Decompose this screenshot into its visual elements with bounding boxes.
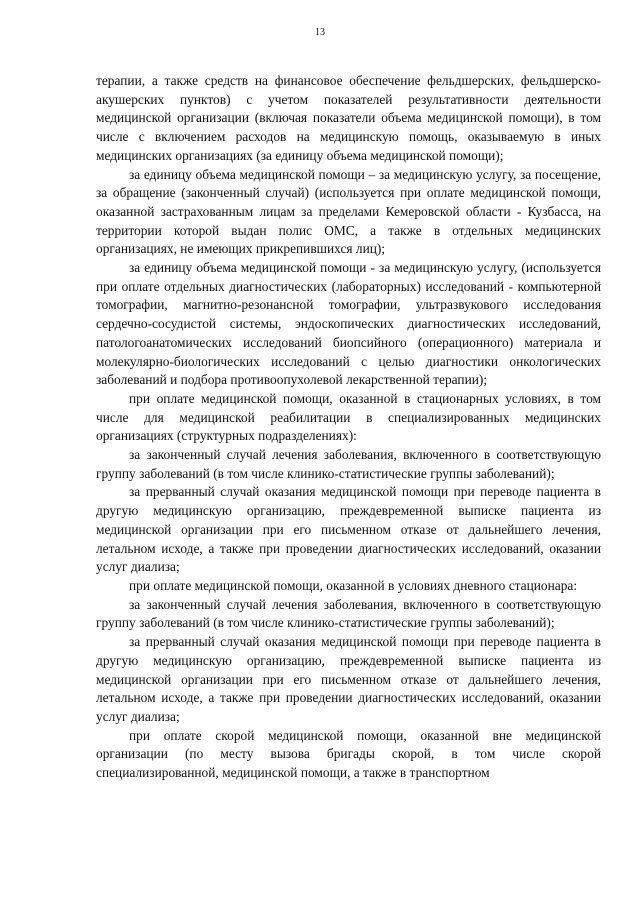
paragraph-day-hospital-completed-case: за законченный случай лечения заболевания, включенного в соответствующую группу заболеваний (в том числе клинико-статистические группы заболеваний); <box>96 596 601 631</box>
paragraph-inpatient-completed-case: за законченный случай лечения заболевания, включенного в соответствующую группу заболеваний (в том числе клинико-статистические группы заболеваний); <box>96 447 601 481</box>
paragraph-day-hospital-payment: при оплате медицинской помощи, оказанной в условиях дневного стационара: <box>129 577 578 593</box>
paragraph-emergency-care-payment: при оплате скорой медицинской помощи, оказанной вне медицинской организации (по месту вызова бригады скорой, в том числе скорой специализированной, медицинской помощи, а также в транспортном <box>96 727 601 781</box>
paragraph-unit-of-care-service: за единицу объема медицинской помощи – за медицинскую услугу, за посещение, за обращение (законченный случай) (используется при оплате медицинской помощи, оказанной застрахованным лицам за пределами Кемеровской области - Кузбасса, на территории которой выдан полис ОМС, а также в отдельных медицинских организациях, не имеющих прикрепившихся лиц); <box>96 166 601 257</box>
paragraph-unit-of-care-diagnostics: за единицу объема медицинской помощи - за медицинскую услугу, (используется при оплате отдельных диагностических (лабораторных) исследований - компьютерной томографии, магнитно-резонансной томографии, ультразвукового исследования сердечно-сосудистой системы, эндоскопических диагностических исследований, патологоанатомических исследований биопсийного (операционного) материала и молекулярно-биологических исследований с целью диагностики онкологических заболеваний и подбора противоопухолевой лекарственной терапии); <box>96 260 601 388</box>
paragraph-inpatient-payment: при оплате медицинской помощи, оказанной в стационарных условиях, в том числе для медицинской реабилитации в специализированных медицинских организациях (структурных подразделениях): <box>96 390 601 444</box>
document-body <box>96 72 601 783</box>
paragraph-inpatient-interrupted-case: за прерванный случай оказания медицинской помощи при переводе пациента в другую медицинскую организацию, преждевременной выписке пациента из медицинской организации при его письменном отказе от дальнейшего лечения, летальном исходе, а также при проведении диагностических исследований, оказании услуг диализа; <box>96 484 601 575</box>
paragraph-continuation: терапии, а также средств на финансовое обеспечение фельдшерских, фельдшерско-акушерских пунктов) с учетом показателей результативности деятельности медицинской организации (включая показатели объема медицинской помощи), в том числе с включением расходов на медицинскую помощь, оказываемую в иных медицинских организациях (за единицу объема медицинской помощи); <box>96 73 601 163</box>
page-number: 13 <box>315 27 325 38</box>
paragraph-day-hospital-interrupted-case: за прерванный случай оказания медицинской помощи при переводе пациента в другую медицинскую организацию, преждевременной выписке пациента из медицинской организации при его письменном отказе от дальнейшего лечения, летальном исходе, а также при проведении диагностических исследований, оказании услуг диализа; <box>96 634 601 724</box>
